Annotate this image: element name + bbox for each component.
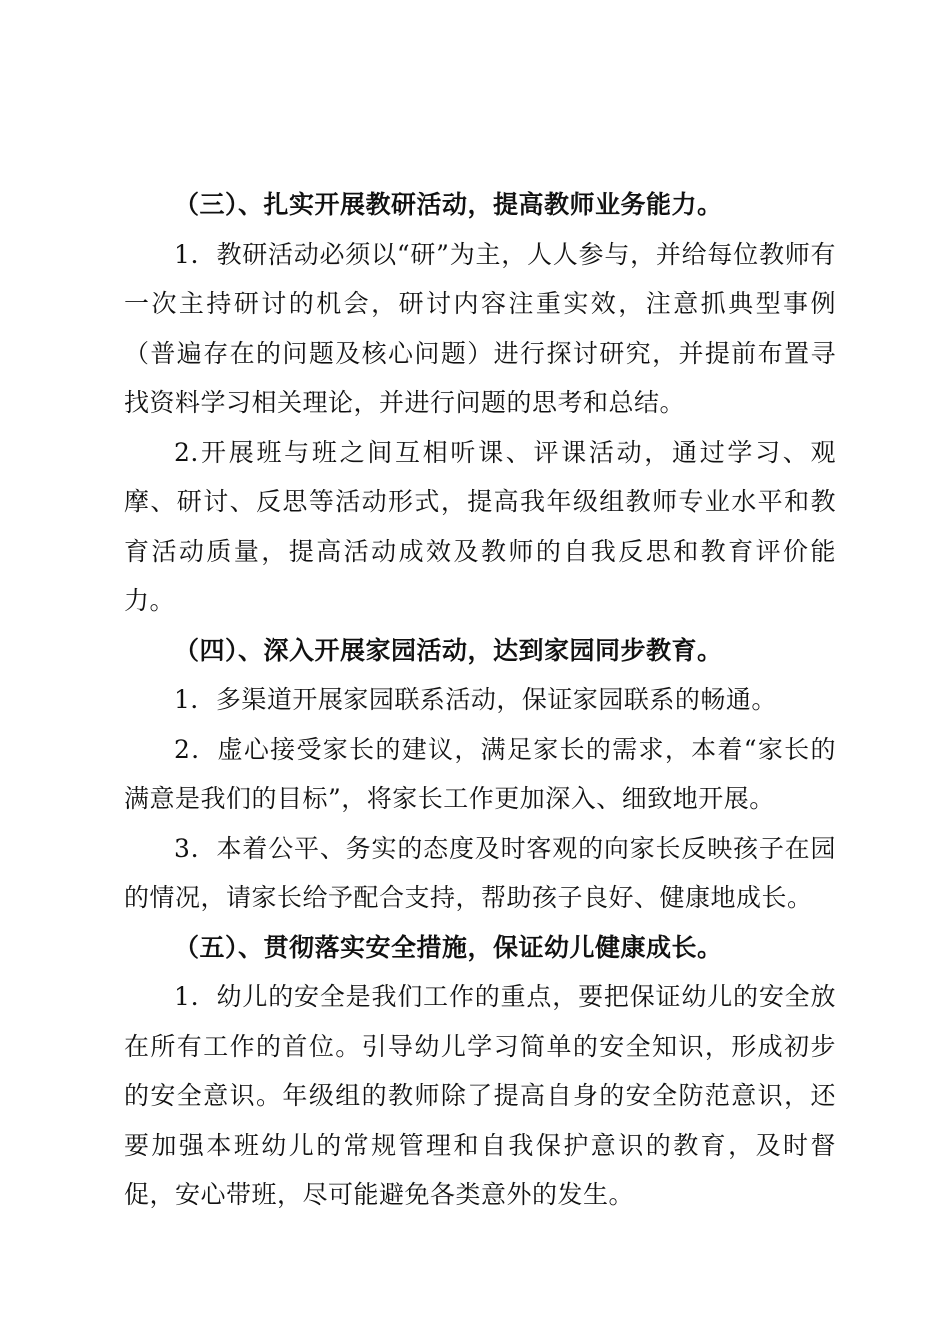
section-heading-5: （五）、贯彻落实安全措施，保证幼儿健康成长。 [174, 932, 723, 962]
paragraph-3-2: 2.开展班与班之间互相听课、评课活动，通过学习、观摩、研讨、反思等活动形式，提高我年级组教师专业水平和教育活动质量，提高活动成效及教师的自我反思和教育评价能力。 [124, 437, 836, 615]
paragraph-4-2: 2．虚心接受家长的建议，满足家长的需求，本着“家长的满意是我们的目标”，将家长工作更加深入、细致地开展。 [124, 734, 836, 813]
section-heading-3: （三）、扎实开展教研活动，提高教师业务能力。 [174, 190, 723, 219]
paragraph-4-3: 3．本着公平、务实的态度及时客观的向家长反映孩子在园的情况，请家长给予配合支持，帮助孩子良好、健康地成长。 [124, 833, 836, 912]
paragraph-5-1: 1．幼儿的安全是我们工作的重点，要把保证幼儿的安全放在所有工作的首位。引导幼儿学习简单的安全知识，形成初步的安全意识。年级组的教师除了提高自身的安全防范意识，还要加强本班幼儿的常规管理和自我保护意识的教育，及时督促，安心带班，尽可能避免各类意外的发生。 [124, 982, 836, 1209]
document-body [124, 180, 836, 1220]
section-heading-4: （四）、深入开展家园活动，达到家园同步教育。 [174, 635, 723, 665]
paragraph-3-1: 1．教研活动必须以“研”为主，人人参与，并给每位教师有一次主持研讨的机会，研讨内容注重实效，注意抓典型事例（普遍存在的问题及核心问题）进行探讨研究，并提前布置寻找资料学习相关理论，并进行问题的思考和总结。 [124, 239, 836, 417]
paragraph-4-1: 1．多渠道开展家园联系活动，保证家园联系的畅通。 [174, 685, 777, 714]
